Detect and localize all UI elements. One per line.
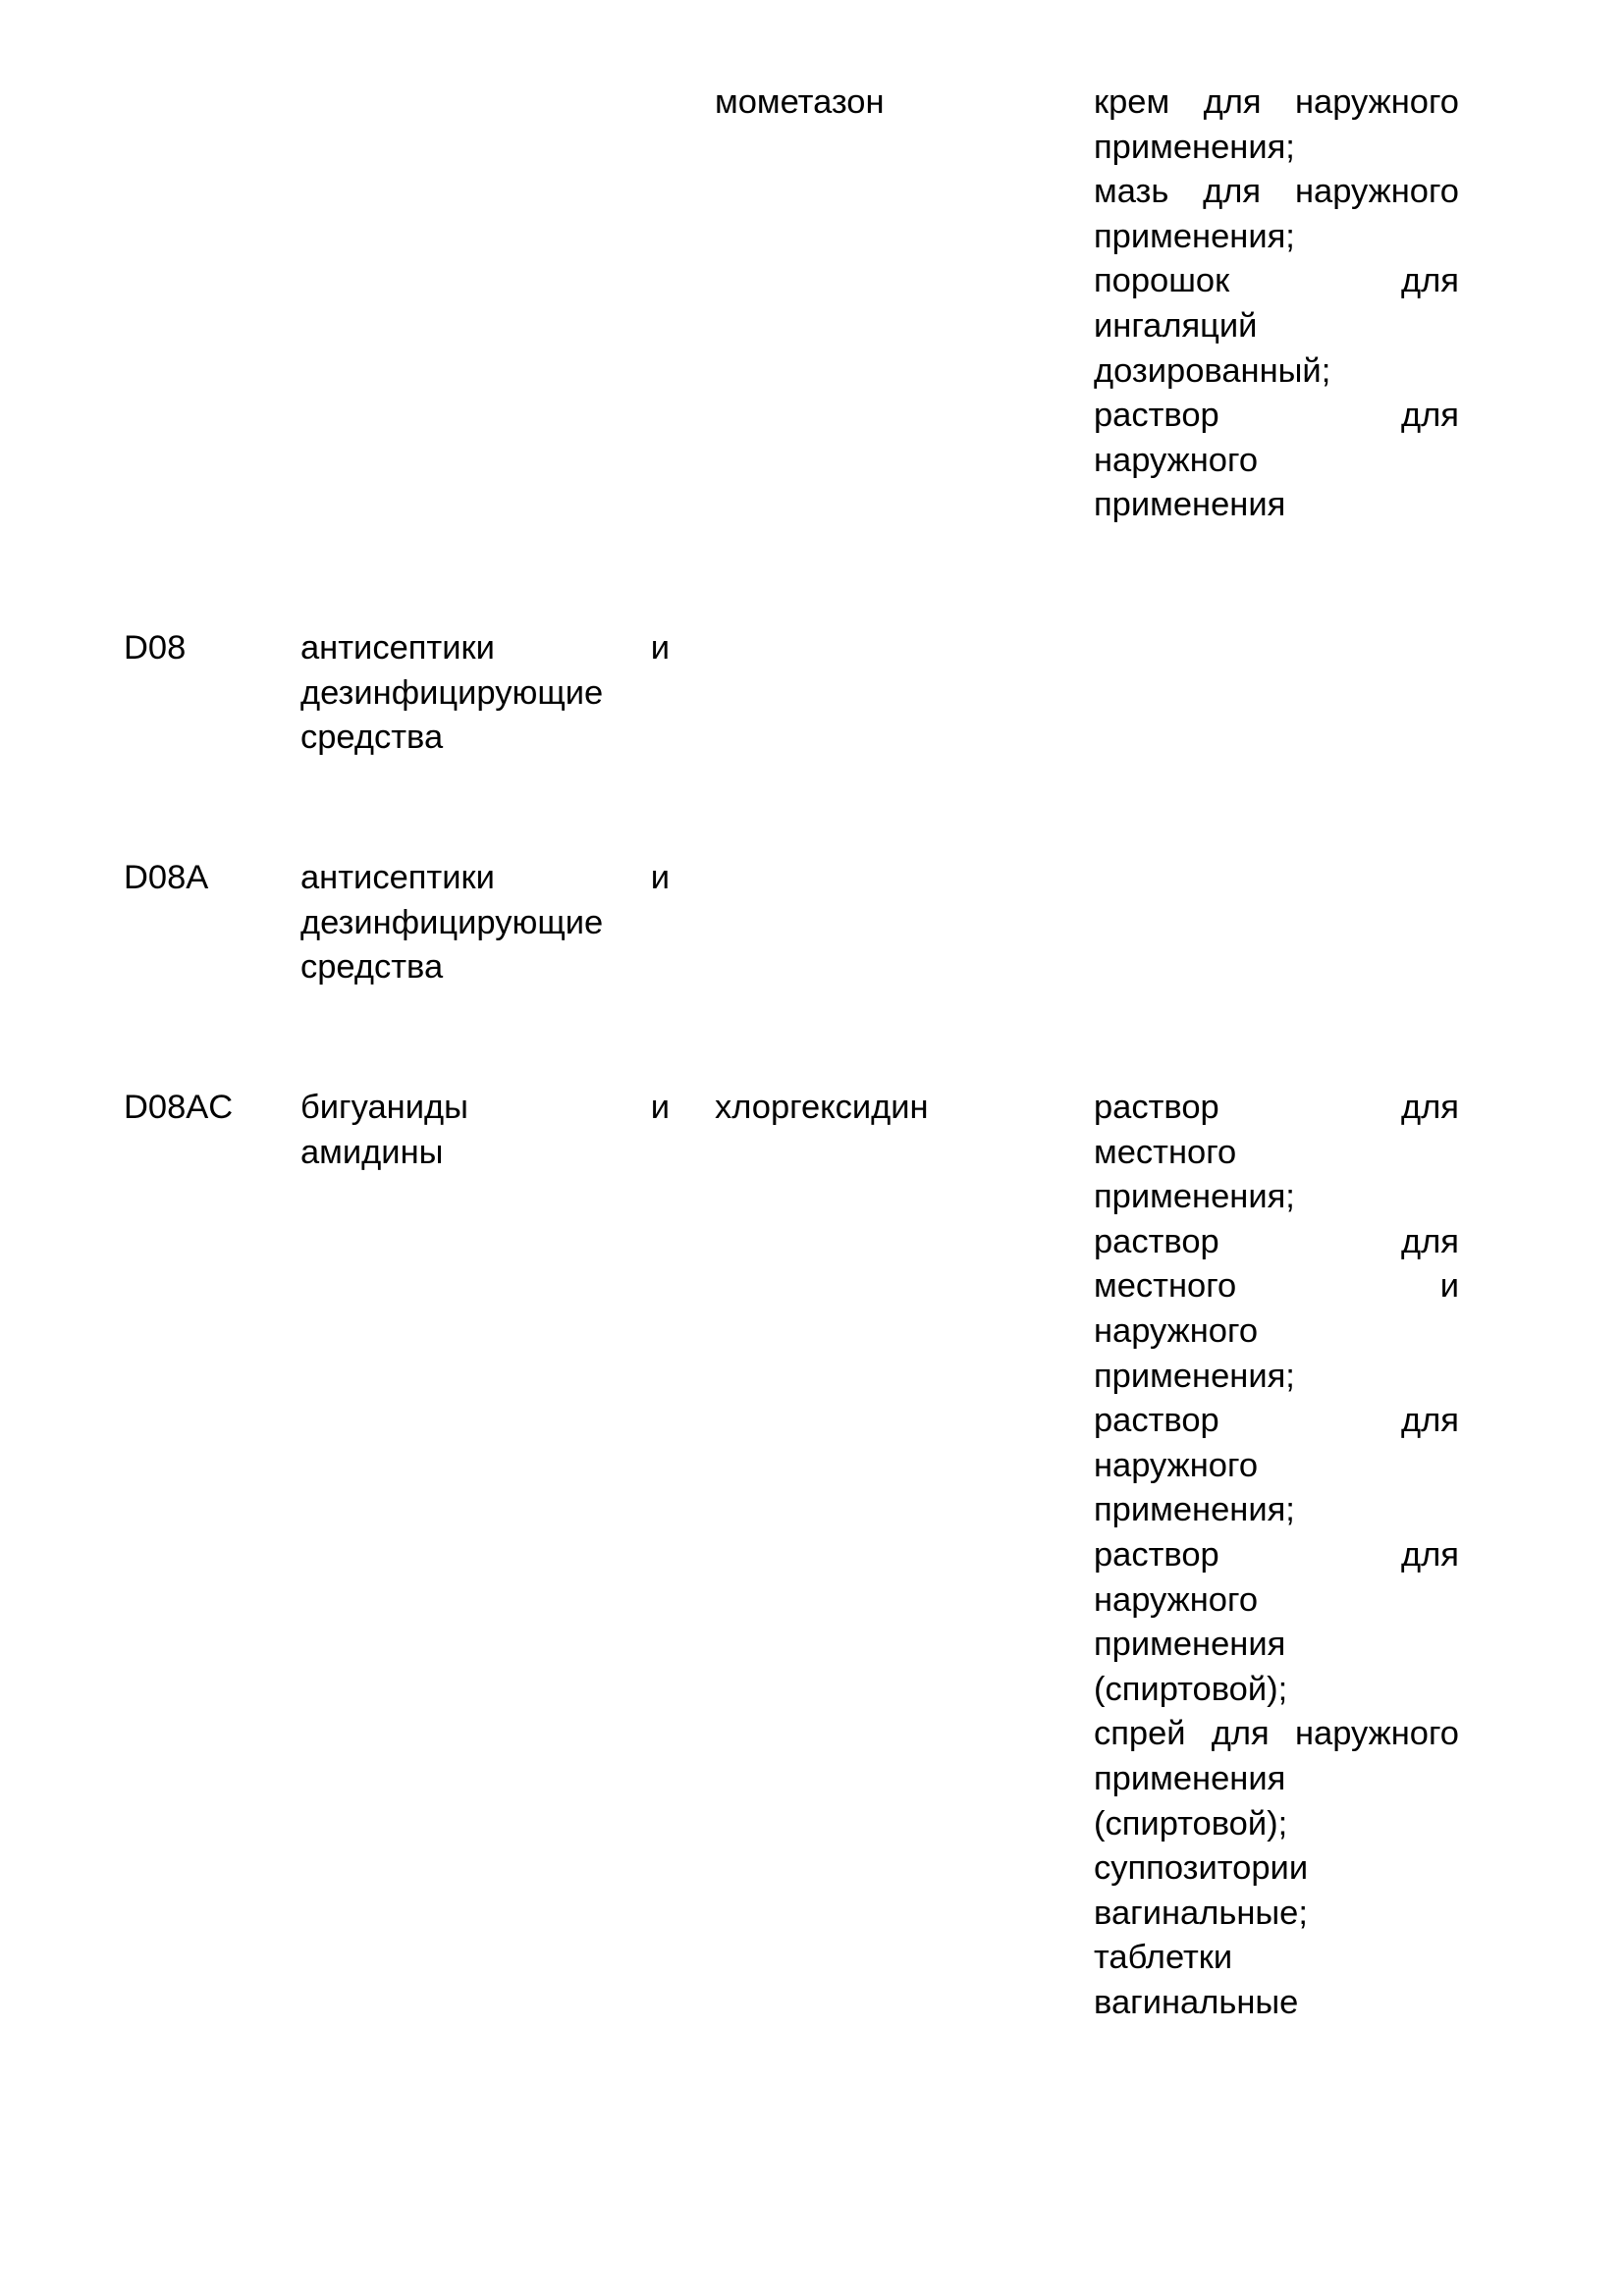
form-line: мазь для наружного — [1094, 173, 1459, 211]
form-line: наружного — [1094, 1580, 1259, 1619]
form-line: раствор для — [1094, 397, 1459, 435]
form-line: (спиртовой); — [1094, 1670, 1288, 1708]
group-line: дезинфицирующие — [300, 903, 604, 941]
group-line: амидины — [300, 1133, 444, 1171]
substance-chlorhexidine — [715, 1086, 1068, 1131]
substance-name: хлоргексидин — [715, 1089, 929, 1126]
form-line: спрей для наружного — [1094, 1715, 1459, 1753]
form-line: раствор для — [1094, 1222, 1459, 1260]
group-line: дезинфицирующие — [300, 673, 604, 712]
form-line: раствор для — [1094, 1402, 1459, 1440]
group-name-d08ac — [300, 1086, 670, 1175]
form-line: местного и — [1094, 1267, 1459, 1306]
dosage-forms-mometasone — [1094, 80, 1459, 528]
form-line: дозированный; — [1094, 351, 1331, 390]
form-line: применения — [1094, 1759, 1286, 1797]
form-line: таблетки — [1094, 1939, 1233, 1977]
form-line: применения — [1094, 486, 1286, 524]
form-line: порошок для — [1094, 262, 1459, 300]
form-line: применения; — [1094, 217, 1295, 255]
atc-code-d08ac: D08AC — [124, 1089, 234, 1126]
form-line: применения; — [1094, 1491, 1295, 1529]
group-name-d08 — [300, 626, 670, 761]
form-line: применения; — [1094, 128, 1295, 166]
atc-code-d08: D08 — [124, 629, 187, 667]
group-line: антисептики и — [300, 859, 670, 896]
group-name-d08a — [300, 856, 670, 990]
form-line: раствор для — [1094, 1089, 1459, 1126]
form-line: крем для наружного — [1094, 83, 1459, 121]
form-line: применения; — [1094, 1178, 1295, 1216]
dosage-forms-chlorhexidine — [1094, 1086, 1459, 2025]
form-line: наружного — [1094, 441, 1259, 479]
form-line: (спиртовой); — [1094, 1804, 1288, 1842]
form-line: вагинальные — [1094, 1983, 1299, 2021]
form-line: применения — [1094, 1626, 1286, 1664]
group-line: антисептики и — [300, 629, 670, 667]
form-line: вагинальные; — [1094, 1894, 1308, 1932]
form-line: суппозитории — [1094, 1849, 1309, 1888]
form-line: раствор для — [1094, 1535, 1459, 1574]
form-line: наружного — [1094, 1446, 1259, 1484]
form-line: местного — [1094, 1133, 1237, 1171]
substance-name: мометазон — [715, 83, 885, 121]
group-line: бигуаниды и — [300, 1089, 670, 1126]
group-line: средства — [300, 719, 444, 757]
form-line: применения; — [1094, 1357, 1295, 1395]
substance-mometasone — [715, 80, 1068, 126]
form-line: наружного — [1094, 1311, 1259, 1350]
group-line: средства — [300, 948, 444, 987]
form-line: ингаляций — [1094, 306, 1258, 345]
atc-code-d08a: D08A — [124, 859, 209, 896]
